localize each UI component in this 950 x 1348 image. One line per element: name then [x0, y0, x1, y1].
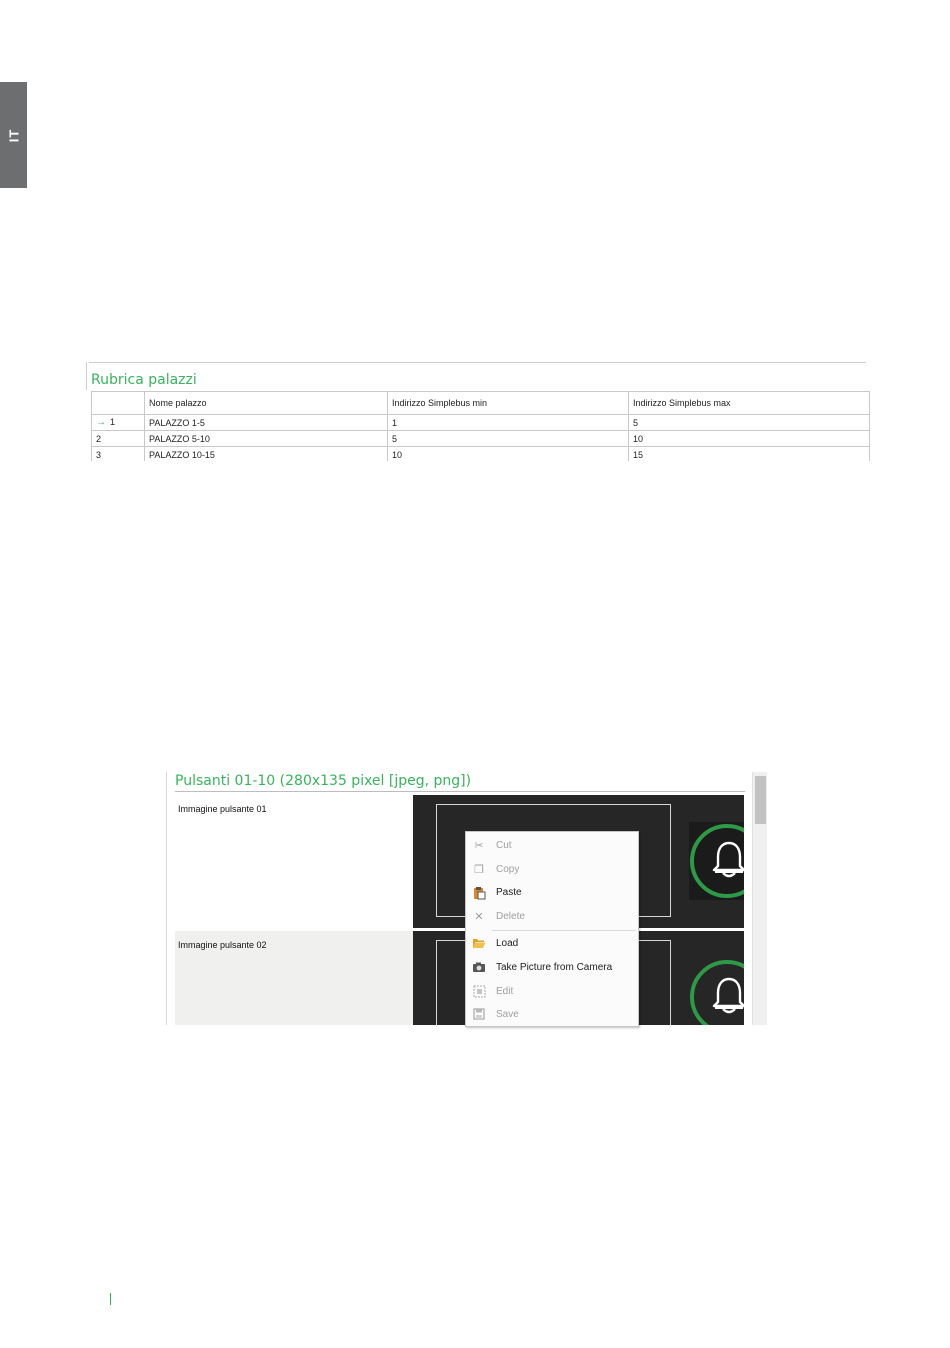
- max-address-cell[interactable]: 10: [629, 431, 870, 447]
- panel-top-divider: [89, 362, 866, 363]
- menu-separator: [492, 930, 636, 931]
- column-header-row-indicator: [92, 392, 145, 415]
- bell-icon: [711, 840, 744, 880]
- table-header-row: [92, 392, 870, 415]
- row-index: 3: [96, 449, 102, 460]
- building-directory-title: Rubrica palazzi: [91, 372, 197, 388]
- building-name-cell[interactable]: PALAZZO 10-15: [145, 447, 388, 462]
- image-label-cell: [175, 795, 413, 928]
- button-images-title: Pulsanti 01-10 (280x135 pixel [jpeg, png]): [175, 773, 472, 789]
- image-context-menu: [465, 831, 639, 1027]
- max-address-cell[interactable]: 15: [629, 447, 870, 462]
- edit-icon: [472, 985, 486, 999]
- language-side-tab: [0, 82, 27, 188]
- row-index-cell[interactable]: [92, 447, 145, 462]
- camera-icon: [472, 961, 486, 975]
- min-address-cell[interactable]: 10: [388, 447, 629, 462]
- scrollbar-thumb[interactable]: [755, 776, 766, 824]
- delete-x-icon: ✕: [474, 911, 484, 923]
- menu-item-delete[interactable]: ✕ Delete: [466, 906, 638, 928]
- image-row: [175, 795, 744, 928]
- panel-left-border: [166, 772, 167, 1025]
- building-directory-table: [91, 391, 870, 461]
- bell-icon: [711, 976, 744, 1016]
- table-row[interactable]: [92, 415, 870, 431]
- copy-icon: ❐: [474, 864, 484, 876]
- table-row[interactable]: [92, 447, 870, 462]
- paste-icon: [472, 886, 486, 900]
- menu-item-load[interactable]: Load: [466, 933, 638, 955]
- row-index-cell[interactable]: [92, 415, 145, 431]
- table-row[interactable]: [92, 431, 870, 447]
- building-directory-panel: [86, 362, 870, 461]
- footer-accent-line: [110, 1293, 111, 1305]
- min-address-cell[interactable]: 5: [388, 431, 629, 447]
- building-name-cell[interactable]: PALAZZO 5-10: [145, 431, 388, 447]
- vertical-scrollbar[interactable]: [752, 772, 767, 1025]
- column-header-max-address[interactable]: Indirizzo Simplebus max: [629, 392, 870, 415]
- row-index: 1: [110, 417, 116, 427]
- folder-open-icon: [472, 937, 486, 951]
- menu-item-copy[interactable]: ❐ Copy: [466, 859, 638, 881]
- menu-item-save[interactable]: Save: [466, 1004, 638, 1026]
- image-label: Immagine pulsante 02: [178, 940, 267, 950]
- row-index-cell[interactable]: [92, 431, 145, 447]
- scissors-icon: ✂: [474, 840, 484, 852]
- image-label: Immagine pulsante 01: [178, 804, 267, 814]
- column-header-min-address[interactable]: Indirizzo Simplebus min: [388, 392, 629, 415]
- column-header-name[interactable]: Nome palazzo: [145, 392, 388, 415]
- title-underline: [175, 791, 745, 792]
- row-index: 2: [96, 433, 102, 444]
- panel-left-border: [86, 362, 87, 390]
- image-row: [175, 931, 744, 1025]
- max-address-cell[interactable]: 5: [629, 415, 870, 431]
- menu-item-edit[interactable]: Edit: [466, 981, 638, 1003]
- current-row-arrow-icon: →: [96, 417, 106, 428]
- save-disk-icon: [472, 1008, 486, 1022]
- menu-item-cut[interactable]: ✂ Cut: [466, 835, 638, 857]
- menu-item-paste[interactable]: Paste: [466, 882, 638, 904]
- building-name-cell[interactable]: PALAZZO 1-5: [145, 415, 388, 431]
- menu-item-take-picture[interactable]: Take Picture from Camera: [466, 957, 638, 979]
- language-code: IT: [6, 128, 21, 142]
- min-address-cell[interactable]: 1: [388, 415, 629, 431]
